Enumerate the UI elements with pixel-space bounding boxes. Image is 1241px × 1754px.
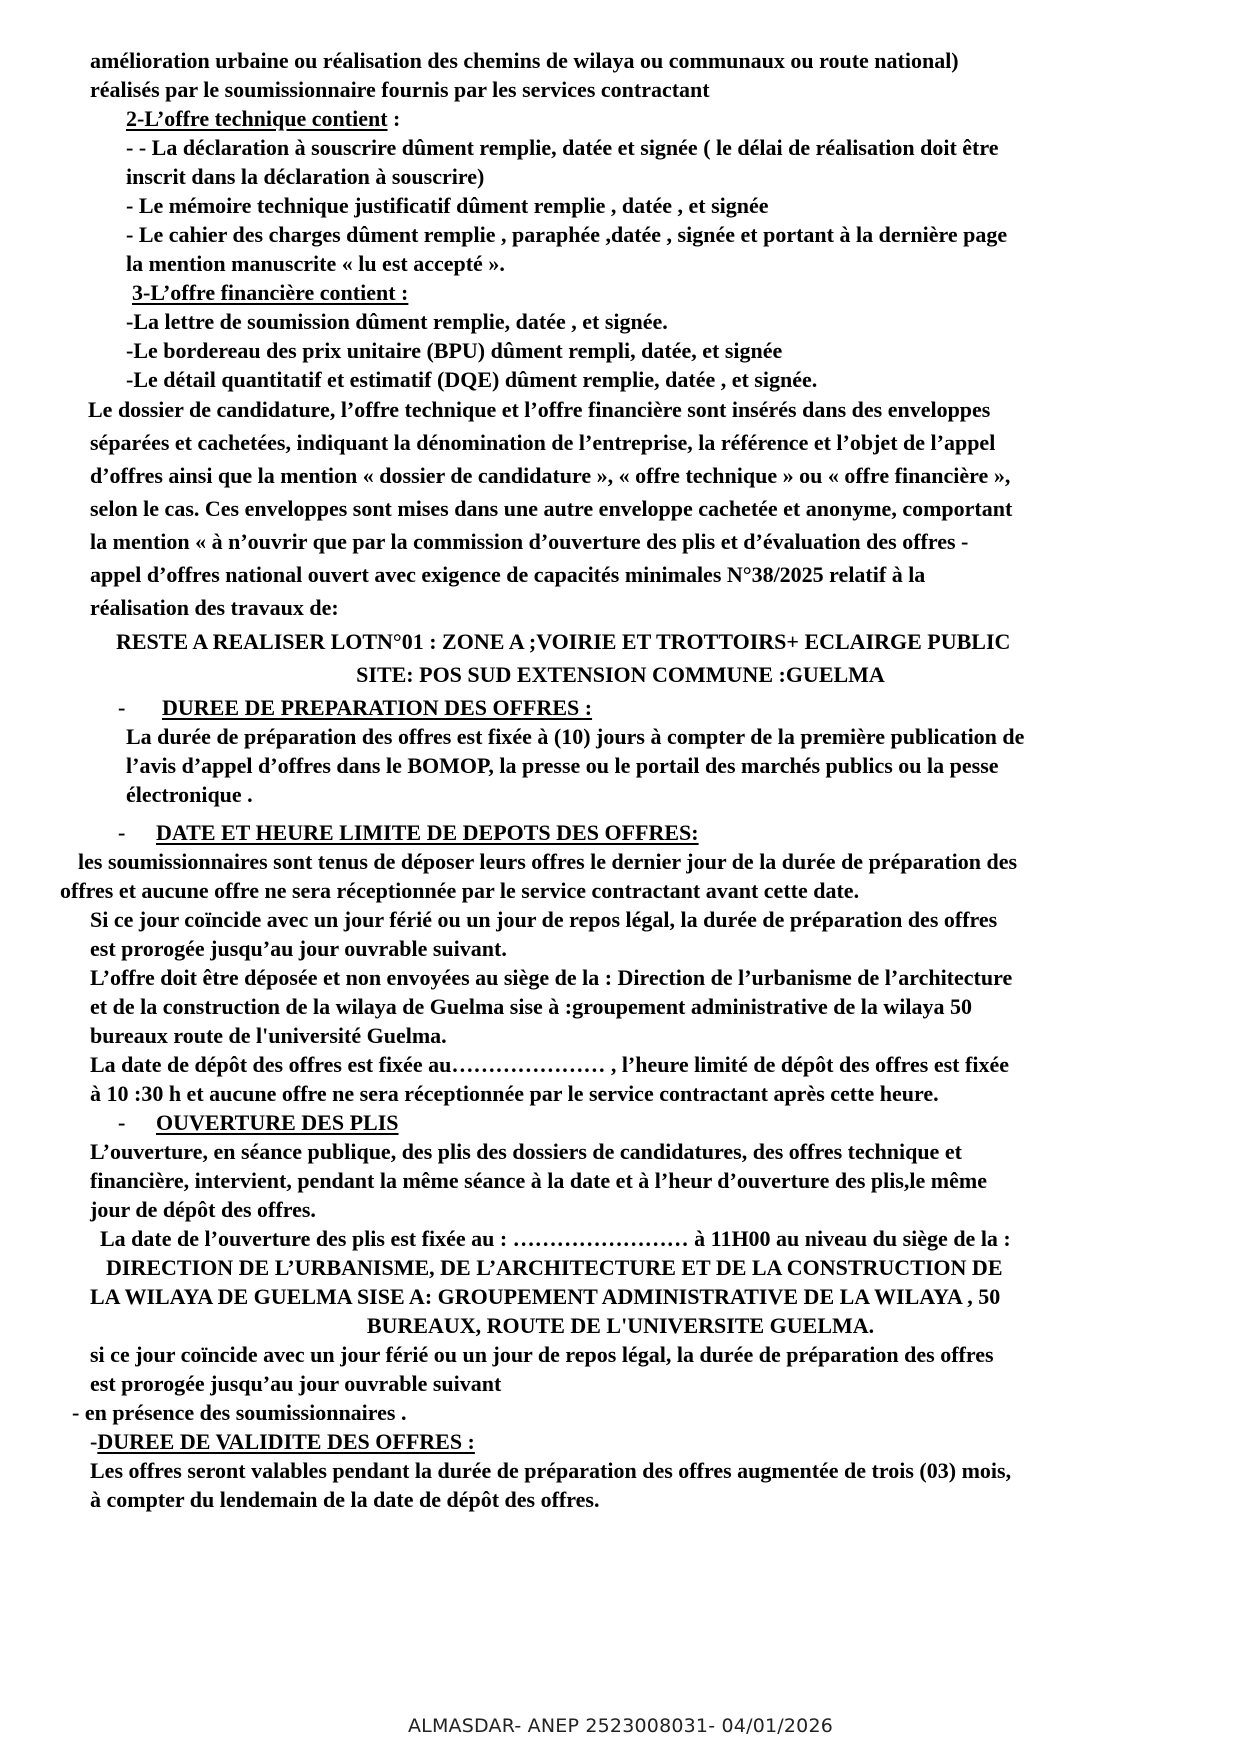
date-limite-line: à 10 :30 h et aucune offre ne sera réceptionnée par le service contractant après cette heure.	[90, 1081, 939, 1106]
ouverture-line: - en présence des soumissionnaires .	[72, 1400, 407, 1425]
projet-site-line: SITE: POS SUD EXTENSION COMMUNE :GUELMA	[356, 662, 885, 687]
technique-line: la mention manuscrite « lu est accepté ».	[126, 251, 505, 276]
date-limite-line: et de la construction de la wilaya de Guelma sise à :groupement administrative de la wilaya 50	[90, 994, 972, 1019]
financiere-line: -Le bordereau des prix unitaire (BPU) dûment rempli, datée, et signée	[126, 338, 783, 363]
enveloppes-line: Le dossier de candidature, l’offre technique et l’offre financière sont insérés dans des enveloppes	[88, 397, 991, 422]
intro-line: réalisés par le soumissionnaire fournis par les services contractant	[90, 77, 710, 102]
ouverture-address-line: BUREAUX, ROUTE DE L'UNIVERSITE GUELMA.	[366, 1313, 875, 1338]
technique-heading-suffix: :	[387, 106, 401, 131]
ouverture-line: est prorogée jusqu’au jour ouvrable suivant	[90, 1371, 502, 1396]
enveloppes-line: séparées et cachetées, indiquant la dénomination de l’entreprise, la référence et l’objet de l’appel	[90, 430, 996, 455]
date-limite-line: La date de dépôt des offres est fixée au………………… , l’heure limité de dépôt des offres est fixée	[90, 1052, 1009, 1077]
duree-preparation-line: électronique .	[126, 782, 253, 807]
validite-line: Les offres seront valables pendant la durée de préparation des offres augmentée de trois (03) mois,	[90, 1458, 1012, 1483]
enveloppes-line: réalisation des travaux de:	[90, 595, 339, 620]
date-limite-line: L’offre doit être déposée et non envoyées au siège de la : Direction de l’urbanisme de l’architecture	[90, 965, 1013, 990]
enveloppes-line: selon le cas. Ces enveloppes sont mises dans une autre enveloppe cachetée et anonyme, comportant	[90, 496, 1013, 521]
technique-line: inscrit dans la déclaration à souscrire)	[126, 164, 485, 189]
date-limite-heading: DATE ET HEURE LIMITE DE DEPOTS DES OFFRES:	[156, 820, 699, 845]
financiere-heading: 3-L’offre financière contient :	[132, 280, 409, 305]
date-limite-line: les soumissionnaires sont tenus de déposer leurs offres le dernier jour de la durée de préparation des	[78, 849, 1018, 874]
ouverture-line: financière, intervient, pendant la même séance à la date et à l’heur d’ouverture des plis,le même	[90, 1168, 987, 1193]
intro-line: amélioration urbaine ou réalisation des chemins de wilaya ou communaux ou route national)	[90, 48, 959, 73]
technique-heading	[126, 104, 400, 133]
ouverture-line: L’ouverture, en séance publique, des plis des dossiers de candidatures, des offres technique et	[90, 1139, 962, 1164]
duree-preparation-line: La durée de préparation des offres est fixée à (10) jours à compter de la première publication de	[126, 724, 1025, 749]
financiere-line: -La lettre de soumission dûment remplie, datée , et signée.	[126, 309, 668, 334]
technique-line: - Le mémoire technique justificatif dûment remplie , datée , et signée	[126, 193, 769, 218]
ouverture-line: La date de l’ouverture des plis est fixée au : …………………… à 11H00 au niveau du siège de la :	[100, 1226, 1011, 1251]
ouverture-line: jour de dépôt des offres.	[90, 1197, 316, 1222]
technique-line: - - La déclaration à souscrire dûment remplie, datée et signée ( le délai de réalisation doit être	[126, 135, 999, 160]
validite-heading	[90, 1427, 475, 1456]
date-limite-line: Si ce jour coïncide avec un jour férié ou un jour de repos légal, la durée de préparation des offres	[90, 907, 998, 932]
validite-line: à compter du lendemain de la date de dépôt des offres.	[90, 1487, 600, 1512]
date-limite-line: offres et aucune offre ne sera réceptionnée par le service contractant avant cette date.	[60, 878, 860, 903]
projet-line: RESTE A REALISER LOTN°01 : ZONE A ;VOIRIE ET TROTTOIRS+ ECLAIRGE PUBLIC	[116, 629, 1011, 654]
ouverture-line: si ce jour coïncide avec un jour férié ou un jour de repos légal, la durée de préparation des offres	[90, 1342, 994, 1367]
enveloppes-line: appel d’offres national ouvert avec exigence de capacités minimales N°38/2025 relatif à la	[90, 562, 926, 587]
technique-heading-text: 2-L’offre technique contient	[126, 106, 388, 131]
section-dash: -	[118, 820, 126, 845]
technique-line: - Le cahier des charges dûment remplie , paraphée ,datée , signée et portant à la dernière page	[126, 222, 1008, 247]
section-dash: -	[118, 1110, 126, 1135]
ouverture-address-line: LA WILAYA DE GUELMA SISE A: GROUPEMENT ADMINISTRATIVE DE LA WILAYA , 50	[90, 1284, 1001, 1309]
ouverture-address-line: DIRECTION DE L’URBANISME, DE L’ARCHITECTURE ET DE LA CONSTRUCTION DE	[106, 1255, 1003, 1280]
section-dash: -	[118, 695, 126, 720]
enveloppes-line: la mention « à n’ouvrir que par la commission d’ouverture des plis et d’évaluation des offres -	[90, 529, 969, 554]
footer-reference: ALMASDAR- ANEP 2523008031- 04/01/2026	[407, 1715, 834, 1737]
date-limite-line: est prorogée jusqu’au jour ouvrable suivant.	[90, 936, 507, 961]
duree-preparation-line: l’avis d’appel d’offres dans le BOMOP, la presse ou le portail des marchés publics ou la pesse	[126, 753, 999, 778]
ouverture-heading: OUVERTURE DES PLIS	[156, 1110, 399, 1135]
enveloppes-line: d’offres ainsi que la mention « dossier de candidature », « offre technique » ou « offre financière »,	[90, 463, 1011, 488]
validite-prefix: -	[90, 1429, 98, 1454]
date-limite-line: bureaux route de l'université Guelma.	[90, 1023, 447, 1048]
duree-preparation-heading: DUREE DE PREPARATION DES OFFRES :	[162, 695, 593, 720]
financiere-line: -Le détail quantitatif et estimatif (DQE) dûment remplie, datée , et signée.	[126, 367, 818, 392]
validite-heading-text: DUREE DE VALIDITE DES OFFRES :	[97, 1429, 475, 1454]
